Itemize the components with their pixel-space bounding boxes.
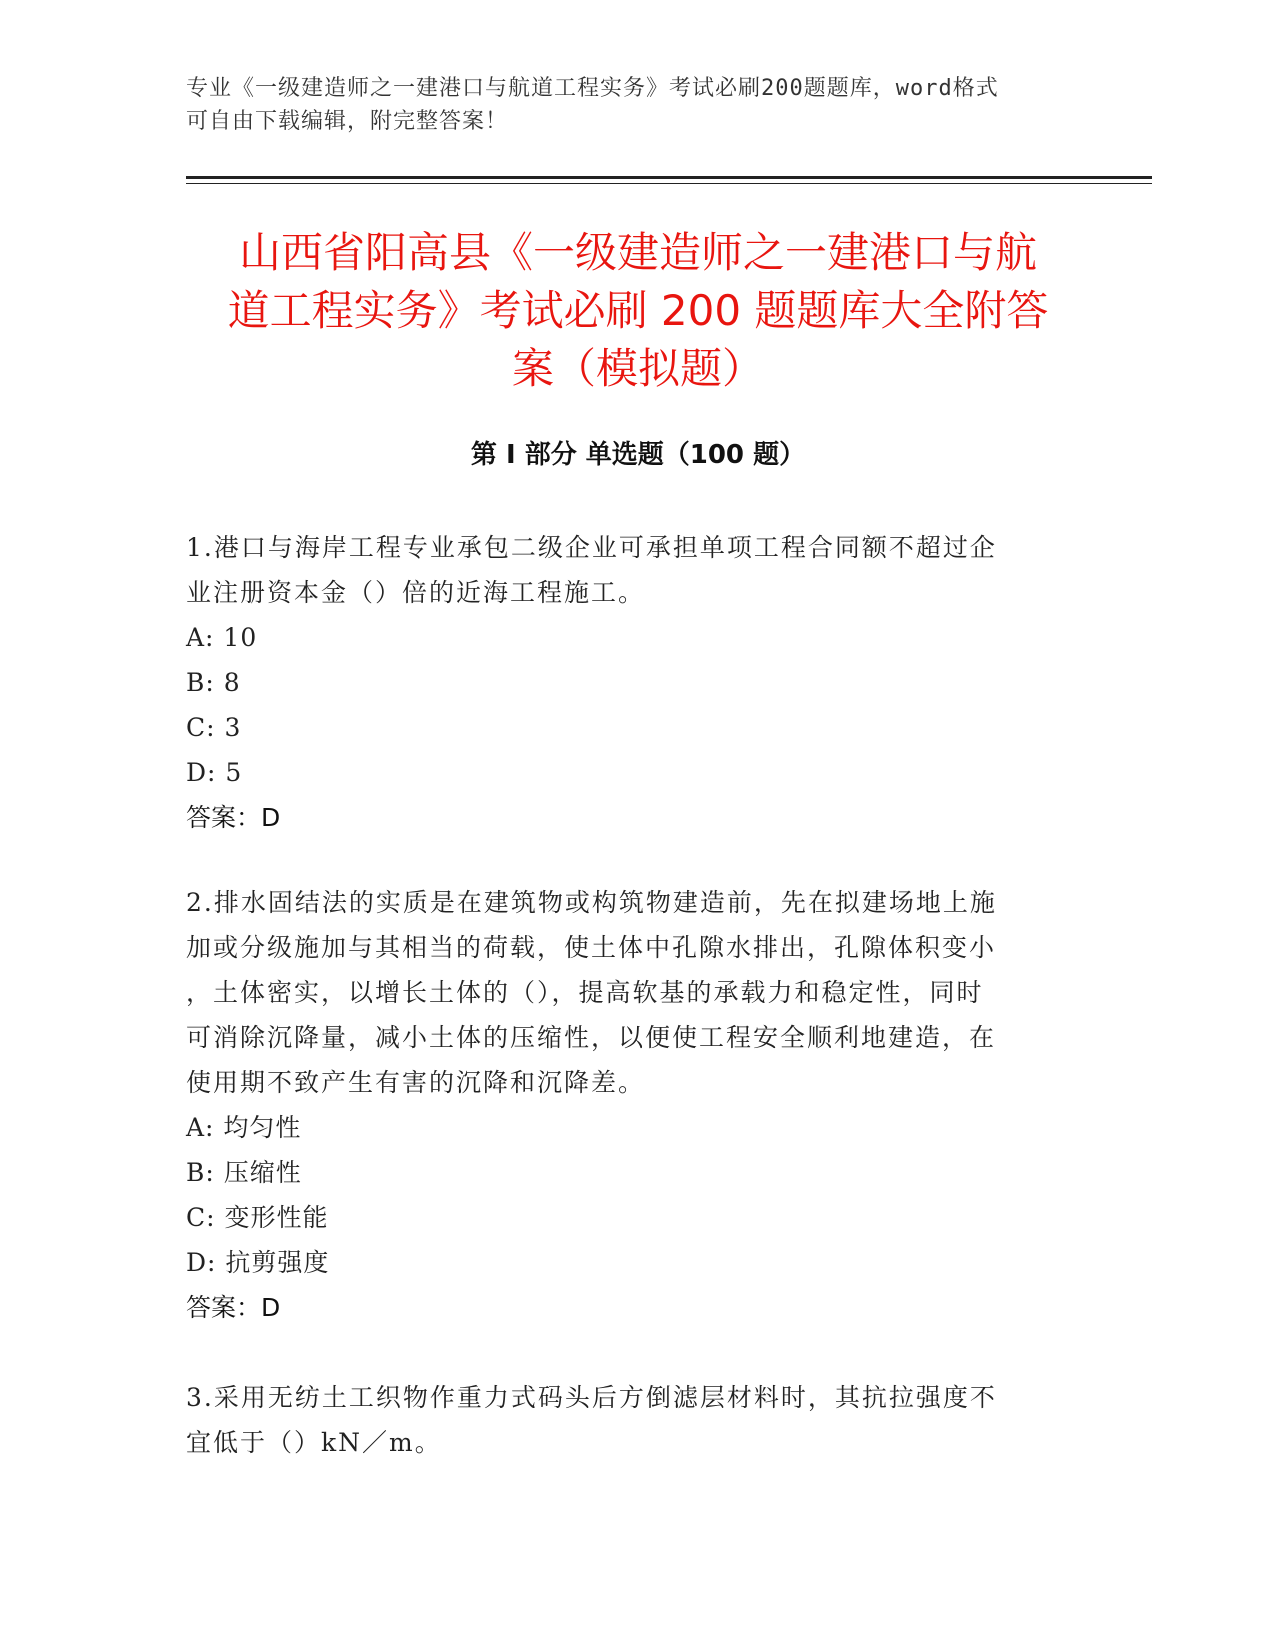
option-a: A: 10 <box>186 623 258 652</box>
header-divider-thick <box>186 176 1152 179</box>
header-note-line-2: 可自由下载编辑，附完整答案！ <box>186 109 509 134</box>
option-a: A: 均匀性 <box>186 1113 302 1142</box>
question-stem-line: 宜低于（）kN／m。 <box>186 1428 442 1457</box>
question-stem-line: 可消除沉降量，减小土体的压缩性，以便使工程安全顺利地建造，在 <box>186 1023 997 1052</box>
option-c: C: 变形性能 <box>186 1203 329 1232</box>
option-b: B: 压缩性 <box>186 1158 302 1187</box>
option-d: D: 5 <box>186 758 243 787</box>
question-stem-line: 1.港口与海岸工程专业承包二级企业可承担单项工程合同额不超过企 <box>186 533 997 562</box>
question-stem-line: 3.采用无纺土工织物作重力式码头后方倒滤层材料时，其抗拉强度不 <box>186 1383 997 1412</box>
answer: 答案：D <box>186 803 281 832</box>
question-stem-line: 加或分级施加与其相当的荷载，使土体中孔隙水排出，孔隙体积变小 <box>186 933 997 962</box>
section-title: 第 I 部分 单选题（100 题） <box>470 440 806 470</box>
document-title-line-1: 山西省阳高县《一级建造师之一建港口与航 <box>238 228 1037 277</box>
question-3 <box>186 1375 1054 1465</box>
header-divider-thin <box>186 183 1152 184</box>
question-stem-line: ，土体密实，以增长土体的（），提高软基的承载力和稳定性，同时 <box>186 978 984 1007</box>
question-2 <box>186 880 1054 1330</box>
question-stem-line: 业注册资本金（）倍的近海工程施工。 <box>186 578 646 607</box>
question-1 <box>186 525 1054 840</box>
document-title-line-3: 案（模拟题） <box>511 344 764 393</box>
question-stem-line: 2.排水固结法的实质是在建筑物或构筑物建造前，先在拟建场地上施 <box>186 888 997 917</box>
document-title-line-2: 道工程实务》考试必刷 200 题题库大全附答 <box>227 286 1049 335</box>
option-c: C: 3 <box>186 713 242 742</box>
option-d: D: 抗剪强度 <box>186 1248 330 1277</box>
question-stem-line: 使用期不致产生有害的沉降和沉降差。 <box>186 1068 646 1097</box>
header-note <box>186 72 1066 138</box>
option-b: B: 8 <box>186 668 241 697</box>
header-note-line-1: 专业《一级建造师之一建港口与航道工程实务》考试必刷200题题库，word格式 <box>186 76 999 101</box>
document-title <box>186 224 1090 398</box>
answer: 答案：D <box>186 1293 281 1322</box>
